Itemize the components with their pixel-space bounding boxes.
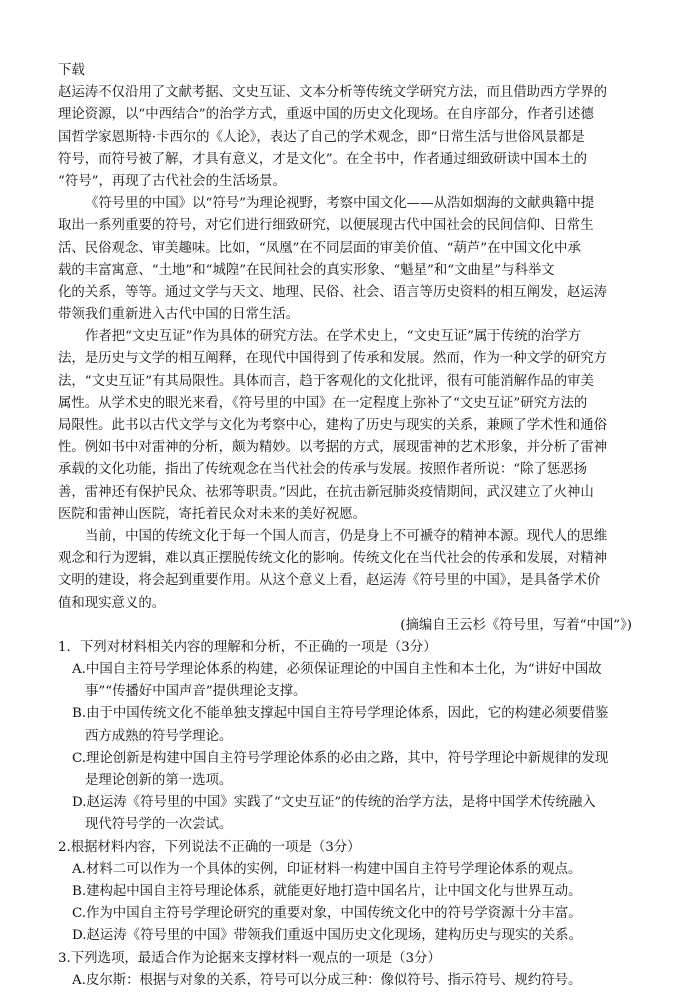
passage-line: 取出一系列重要的符号，对它们进行细致研究，以便展现古代中国社会的民间信仰、日常生 [58, 218, 594, 234]
passage-line: 活、民俗观念、审美趣味。比如，“凤凰”在不同层面的审美价值、“葫芦”在中国文化中承 [58, 240, 581, 256]
passage-line: 性。例如书中对雷神的分析，颇为精妙。以考据的方式，展现雷神的艺术形象，并分析了雷神 [58, 440, 608, 456]
question-stem: 1．下列对材料相关内容的理解和分析，不正确的一项是（3分） [58, 639, 437, 655]
passage-line: 法，是历史与文学的相互阐释，在现代中国得到了传承和发展。然而，作为一种文学的研究方 [58, 351, 608, 367]
document-page [58, 60, 632, 992]
passage-line: 当前，中国的传统文化于每一个国人而言，仍是身上不可褫夺的精神本源。现代人的思维 [85, 528, 608, 544]
passage-line: 作者把“文史互证”作为具体的研究方法。在学术史上，“文史互证”属于传统的治学方 [85, 329, 582, 345]
source-citation: (摘编自王云杉《符号里，写着“中国”》) [400, 617, 632, 633]
passage-line: 属性。从学术史的眼光来看，《符号里的中国》在一定程度上弥补了“文史互证”研究方法的 [58, 395, 588, 411]
passage-line: 化的关系，等等。通过文学与天文、地理、民俗、社会、语言等历史资料的相互阐发，赵运涛 [58, 284, 608, 300]
passage-line: 医院和雷神山医院，寄托着民众对未来的美好祝愿。 [58, 506, 366, 522]
passage-line: 理论资源，以“中西结合”的治学方式，重返中国的历史文化现场。在自序部分，作者引述德 [58, 107, 594, 123]
questions [58, 637, 632, 992]
passage-line: 局限性。此书以古代文学与文化为考察中心，建构了历史与现实的关系，兼顾了学术性和通俗 [58, 418, 608, 433]
option-line: D.赵运涛《符号里的中国》带领我们重返中国历史文化现场，建构历史与现实的关系。 [72, 928, 582, 944]
option-line: B.由于中国传统文化不能单独支撑起中国自主符号学理论体系，因此，它的构建必须要借鉴 [72, 706, 609, 722]
option-line: A.中国自主符号学理论体系的构建，必须保证理论的中国自主性和本土化，为“讲好中国故 [72, 662, 602, 678]
option-line: A.皮尔斯：根据与对象的关系，符号可以分成三种：像似符号、指示符号、规约符号。 [72, 972, 582, 988]
passage-line: 文明的建设，将会起到重要作用。从这个意义上看，赵运涛《符号里的中国》，是具备学术价 [58, 573, 601, 589]
passage-line: 值和现实意义的。 [58, 595, 166, 611]
option-continuation: 西方成熟的符号学理论。 [85, 728, 233, 744]
option-continuation: 是理论创新的第一选项。 [85, 773, 233, 788]
passage-line: 载的丰富寓意、“土地”和“城隍”在民间社会的真实形象、“魁星”和“文曲星”与科举文 [58, 262, 555, 278]
passage-line: 赵运涛不仅沿用了文献考据、文史互证、文本分析等传统文学研究方法，而且借助西方学界的 [58, 85, 608, 101]
option-continuation: 事”“传播好中国声音”提供理论支撑。 [85, 684, 307, 700]
passage-line: 带领我们重新进入古代中国的日常生活。 [58, 307, 300, 323]
passage-line: 符号，而符号被了解，才具有意义，才是文化”。在全书中，作者通过细致研读中国本土的 [58, 151, 588, 167]
passage-line: 法，“文史互证”有其局限性。具体而言，趋于客观化的文化批评，很有可能消解作品的审美 [58, 373, 594, 389]
option-continuation: 现代符号学的一次尝试。 [85, 817, 233, 833]
option-line: D.赵运涛《符号里的中国》实践了“文史互证”的传统的治学方法，是将中国学术传统融入 [72, 795, 596, 811]
section-heading: 下载 [58, 63, 85, 78]
option-line: C.理论创新是构建中国自主符号学理论体系的必由之路，其中，符号学理论中新规律的发现 [72, 750, 609, 766]
passage-line: 善，雷神还有保护民众、祛邪等职责。”因此，在抗击新冠肺炎疫情期间，武汉建立了火神山 [58, 484, 594, 500]
option-line: C.作为中国自主符号学理论研究的重要对象，中国传统文化中的符号学资源十分丰富。 [72, 906, 582, 922]
passage-line: “符号”，再现了古代社会的生活场景。 [58, 173, 286, 189]
passage-line: 承载的文化功能，指出了传统观念在当代社会的传承与发展。按照作者所说：“除了惩恶扬 [58, 462, 588, 478]
passage [58, 82, 632, 637]
question-stem: 3.下列选项，最适合作为论据来支撑材料一观点的一项是（3分） [58, 950, 441, 966]
option-line: B.建构起中国自主符号理论体系，就能更好地打造中国名片，让中国文化与世界互动。 [72, 883, 582, 899]
option-line: A.材料二可以作为一个具体的实例，印证材料一构建中国自主符号学理论体系的观点。 [72, 861, 582, 877]
passage-line: 观念和行为逻辑，难以真正摆脱传统文化的影响。传统文化在当代社会的传承和发展，对精神 [58, 551, 608, 567]
passage-line: 《符号里的中国》以“符号”为理论视野，考察中国文化——从浩如烟海的文献典籍中提 [85, 196, 595, 212]
question-stem: 2.根据材料内容，下列说法不正确的一项是（3分） [58, 839, 361, 855]
passage-line: 国哲学家恩斯特·卡西尔的《人论》，表达了自己的学术观念，即“日常生活与世俗风景都是 [58, 129, 585, 145]
